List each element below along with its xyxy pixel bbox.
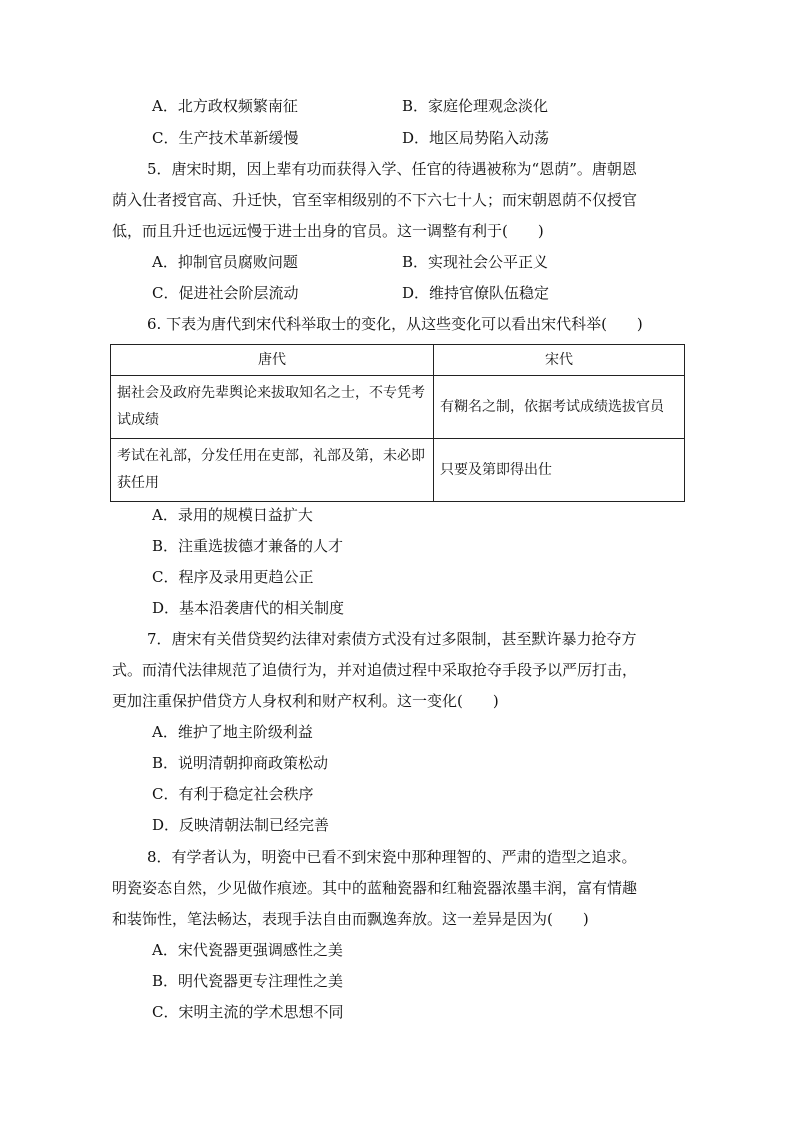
q8-stem-line1: 8．有学者认为，明瓷中已看不到宋瓷中那种理智的、严肃的造型之追求。 <box>147 848 637 866</box>
table-cell: 考试在礼部，分发任用在吏部，礼部及第，未必即获任用 <box>111 439 434 502</box>
table-header-song: 宋代 <box>434 345 685 376</box>
q8-stem-line2: 明瓷姿态自然，少见做作痕迹。其中的蓝釉瓷器和红釉瓷器浓墨丰润，富有情趣 <box>112 879 638 897</box>
q8-stem-line3: 和装饰性，笔法畅达，表现手法自由而飘逸奔放。这一差异是因为( ) <box>112 910 589 928</box>
q6-option-d: D．基本沿袭唐代的相关制度 <box>152 599 345 617</box>
q8-option-a: A．宋代瓷器更强调感性之美 <box>152 941 343 959</box>
table-row <box>111 439 685 502</box>
q7-option-c: C．有利于稳定社会秩序 <box>152 785 314 803</box>
q7-stem-line3: 更加注重保护借贷方人身权利和财产权利。这一变化( ) <box>112 692 499 710</box>
q5-stem-line1: 5．唐宋时期，因上辈有功而获得入学、任官的待遇被称为“恩荫”。唐朝恩 <box>147 160 637 178</box>
q5-option-a: A．抑制官员腐败问题 <box>152 253 298 271</box>
q5-option-c: C．促进社会阶层流动 <box>152 284 299 302</box>
q4-option-a: A．北方政权频繁南征 <box>152 97 298 115</box>
q7-stem-line2: 式。而清代法律规范了追债行为，并对追债过程中采取抢夺手段予以严厉打击， <box>112 661 638 679</box>
table-cell: 只要及第即得出仕 <box>434 439 685 502</box>
q7-option-b: B．说明清朝抑商政策松动 <box>152 754 329 772</box>
q6-comparison-table <box>110 344 685 502</box>
q5-option-b: B．实现社会公平正义 <box>402 253 549 271</box>
q7-stem-line1: 7．唐宋有关借贷契约法律对索债方式没有过多限制，甚至默许暴力抢夺方 <box>147 630 637 648</box>
q6-option-a: A．录用的规模日益扩大 <box>152 506 313 524</box>
q5-stem-line2: 荫入仕者授官高、升迁快，官至宰相级别的不下六七十人；而宋朝恩荫不仅授官 <box>112 191 638 209</box>
q7-option-d: D．反映清朝法制已经完善 <box>152 816 330 834</box>
q4-option-c: C．生产技术革新缓慢 <box>152 129 299 147</box>
q8-option-b: B．明代瓷器更专注理性之美 <box>152 972 344 990</box>
q6-option-c: C．程序及录用更趋公正 <box>152 568 314 586</box>
q5-stem-line3: 低，而且升迁也远远慢于进士出身的官员。这一调整有利于( ) <box>112 222 544 240</box>
q7-option-a: A．维护了地主阶级利益 <box>152 723 313 741</box>
q5-option-d: D．维持官僚队伍稳定 <box>402 284 550 302</box>
table-cell: 有糊名之制，依据考试成绩选拔官员 <box>434 376 685 439</box>
q4-option-b: B．家庭伦理观念淡化 <box>402 97 549 115</box>
q4-option-d: D．地区局势陷入动荡 <box>402 129 550 147</box>
q6-stem: 6. 下表为唐代到宋代科举取士的变化，从这些变化可以看出宋代科举( ) <box>147 315 643 333</box>
table-row <box>111 376 685 439</box>
q8-option-c: C．宋明主流的学术思想不同 <box>152 1003 344 1021</box>
q6-option-b: B．注重选拔德才兼备的人才 <box>152 537 344 555</box>
table-cell: 据社会及政府先辈舆论来拔取知名之士，不专凭考试成绩 <box>111 376 434 439</box>
table-header-tang: 唐代 <box>111 345 434 376</box>
